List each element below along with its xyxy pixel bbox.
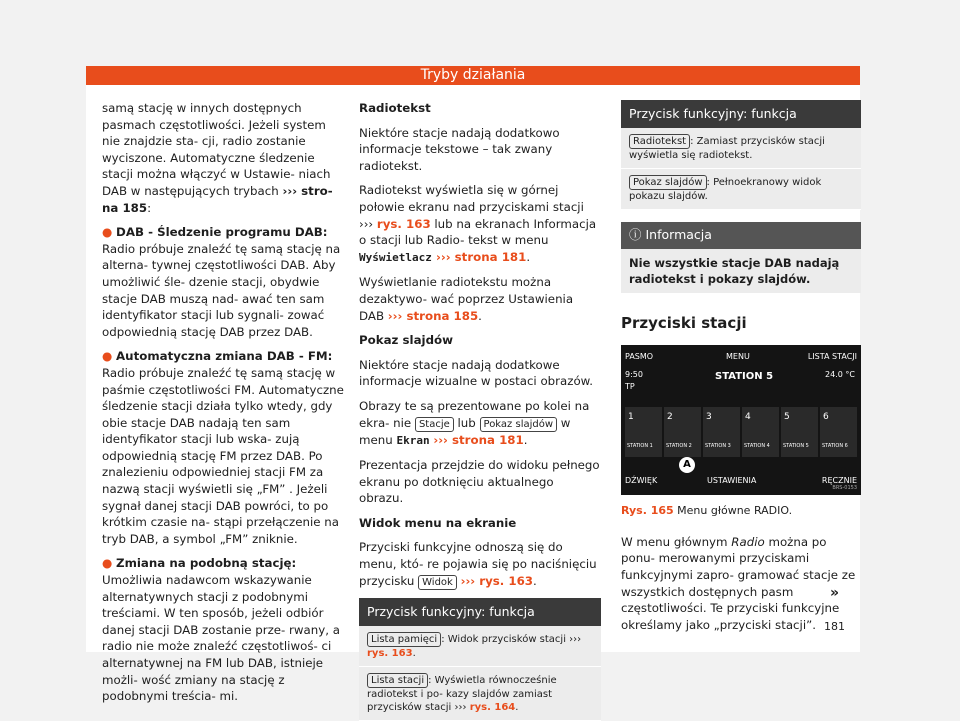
radio-pasmo: PASMO [625, 352, 654, 362]
text: Radiotekst wyświetla się w górnej połowie ekranu nad przyciskami stacji ››› [359, 183, 584, 231]
table-row [621, 128, 861, 169]
table-title: Przycisk funkcyjny: funkcja [359, 598, 601, 626]
bullet-title: DAB - Śledzenie programu DAB: [116, 225, 328, 240]
info-text: Nie wszystkie stacje DAB nadają radiotekst i pokazy slajdów. [621, 249, 861, 293]
radio-lista: LISTA STACJI [807, 352, 857, 362]
page-number: 181 [824, 620, 845, 633]
row-text: : Wyświetla równocześnie radiotekst i po- kazy slajdów zamiast przycisków stacji ››› [367, 674, 557, 713]
column-3 [621, 100, 861, 641]
paragraph: Prezentacja przejdzie do widoku pełnego ekranu po dotknięciu aktualnego obrazu. [359, 458, 600, 506]
page-reference: ››› strona 181 [433, 432, 524, 447]
key-pokaz-slajdow: Pokaz slajdów [480, 417, 558, 432]
radio-ustawienia: USTAWIENIA [707, 475, 757, 485]
text: można po ponu- merowanymi przyciskami funkcyjnymi zapro- gramować stacje ze wszystkich dostępnych pasm częstotliwości. Te przyciski funkcyjne określamy jako „przyciski stacji”. [621, 534, 856, 632]
key-label: Lista stacji [367, 673, 428, 688]
menu-name: Wyświetlacz [359, 250, 432, 264]
info-box [621, 222, 861, 293]
text-emphasis: Radio [731, 534, 765, 549]
row-text: : Zamiast przycisków stacji wyświetla się radiotekst. [629, 136, 825, 161]
station-button-number: 4 [745, 412, 751, 423]
text: w menu [359, 415, 571, 447]
radio-dzwiek: DŹWIĘK [625, 475, 658, 485]
radio-station: STATION 5 [715, 371, 774, 383]
station-button-label: STATION 4 [744, 442, 770, 449]
info-title: Informacja [645, 227, 712, 242]
row-text: : Pełnoekranowy widok pokazu slajdów. [629, 177, 822, 202]
radio-time: 9:50 [625, 370, 643, 380]
station-button-label: STATION 1 [627, 442, 653, 449]
station-button [625, 407, 662, 457]
bullet-title: Automatyczna zmiana DAB - FM: [116, 349, 333, 364]
column-1: samą stację w innych dostępnych pasmach częstotliwości. Jeżeli system nie znajdzie sta- cji, radio zostanie wyciszone. Automatyczne śledzenie stacji można włączyć w Ustawie- niach DAB w następujących trybach ››› stro- na 185: ● DAB - Śledzenie programu DAB: Radio próbuje znaleźć tę samą stację na alterna- tywnej częstotliwości DAB. Aby umożliwić śle- dzenie stacji, obydwie stacje DAB muszą nad- awać ten sam identyfikator stacji lub sygnali- zować odpowiednią stację DAB przez DAB. ● Automatyczna zmiana DAB - FM: Radio próbuje znaleźć tę samą stację w paśmie częstotliwości FM. Automatyczne śledzenie stacji działa tylko wtedy, gdy obie stacje DAB nadają ten sam identyfikator stacji lub wska- zują odpowiednią stację FM przez DAB. Po znalezieniu odpowiedniej stacji FM za nazwą stacji wyświetli się „FM” . Jeżeli sygnał danej stacji DAB powróci, to po krótkim czasie na- stąpi przełączenie na tryb DAB, a symbol „FM” zniknie. ● Zmiana na podobną stację: Umożliwia nadawcom wskazywanie alternatywnych stacji z podobnymi treściami. W ten sposób, jeżeli odbiór danej stacji DAB zostanie prze- rwany, a radio nie może znaleźć częstotliwoś- ci alternatywnej na FM lub DAB, istnieje możli- wość zmiany na stację z podobnymi treścia- mi. [102, 101, 344, 704]
station-button-number: 1 [628, 412, 634, 423]
station-button-number: 6 [823, 412, 829, 423]
radio-temp: 24.0 °C [825, 370, 855, 380]
radio-menu: MENU [726, 352, 750, 362]
figure-reference: rys. 163 [367, 647, 413, 659]
radio-tp: TP [625, 382, 635, 392]
station-button-label: STATION 5 [783, 442, 809, 449]
key-widok: Widok [418, 575, 457, 590]
function-key-table [621, 100, 861, 210]
figure-caption: Menu główne RADIO. [677, 504, 793, 518]
marker-a: A [679, 457, 695, 473]
info-icon: ⓘ [629, 227, 642, 242]
text: W menu głównym [621, 534, 732, 549]
key-label: Lista pamięci [367, 632, 441, 647]
station-button [781, 407, 818, 457]
station-button [742, 407, 779, 457]
table-row [621, 169, 861, 210]
bullet-text: Umożliwia nadawcom wskazywanie alternatywnych stacji z podobnymi treściami. W ten sposób, jeżeli odbiór danej stacji DAB zostanie prze- rwany, a radio nie może znaleźć częstotliwoś- ci alternatywnej na FM lub DAB, istnieje możli- wość zmiany na stację z podobnymi treścia- mi. [102, 573, 340, 704]
key-label: Radiotekst [629, 134, 690, 149]
station-button [820, 407, 857, 457]
text: lub na ekranach Informacja o stacji lub Radio- tekst w menu [359, 216, 597, 248]
table-row: Lista pamięci : Widok przycisków stacji ››› rys. 163. [359, 626, 601, 667]
station-button-number: 3 [706, 412, 712, 423]
row-text: : Widok przycisków stacji ››› [441, 633, 582, 645]
figure-number: Rys. 165 [621, 504, 674, 518]
page-reference: ››› strona 181 [431, 249, 527, 264]
bullet-text: Radio próbuje znaleźć tę samą stację na alterna- tywnej częstotliwości DAB. Aby umożliwić śle- dzenie stacji, obydwie stacje DAB muszą nad- awać ten sam identyfikator stacji lub sygnali- zować odpowiednią stację DAB przez DAB. [102, 241, 341, 339]
table-row: Lista stacji : Wyświetla równocześnie radiotekst i po- kazy slajdów zamiast przycisków stacji ››› rys. 164. [359, 667, 601, 721]
key-label: Pokaz slajdów [629, 175, 707, 190]
section-title: Przyciski stacji [621, 313, 747, 332]
text: lub [453, 415, 480, 430]
radio-screen-figure [621, 345, 861, 495]
paragraph: Niektóre stacje nadają dodatkowe informacje wizualne w postaci obrazów. [359, 357, 593, 389]
text: Wyświetlanie radiotekstu można dezaktywo- wać poprzez Ustawienia DAB [359, 275, 574, 323]
menu-name: Ekran [396, 433, 430, 447]
page-reference: ››› stro- na 185 [102, 183, 333, 215]
text: Obrazy te są prezentowane po kolei na ekra- nie [359, 398, 590, 430]
column-2: Radiotekst Niektóre stacje nadają dodatkowo informacje tekstowe – tak zwany radiotekst. Radiotekst wyświetla się w górnej połowie ekranu nad przyciskami stacji ››› rys. 163 lub na ekranach Informacja o stacji lub Radio- tekst w menu Wyświetlacz ››› strona 181. Wyświetlanie radiotekstu można dezaktywo- wać poprzez Ustawienia DAB ››› strona 185. Pokaz slajdów Niektóre stacje nadają dodatkowe informacje wizualne w postaci obrazów. Obrazy te są prezentowane po kolei na ekra- nie Stacje lub Pokaz slajdów w menu Ekran ››› strona 181. Prezentacja przejdzie do widoku pełnego ekranu po dotknięciu aktualnego obrazu. Widok menu na ekranie Przyciski funkcyjne odnoszą się do menu, któ- re pojawia się po naciśnięciu przycisku Widok ››› rys. 163. Przycisk funkcyjny: funkcja Lista pamięci : Widok przycisków stacji ››› rys. 163. Lista stacji : Wyświetla równocześnie radiotekst i po- kazy slajdów zamiast przycisków stacji ››› rys. 164. [359, 100, 601, 721]
station-button-number: 5 [784, 412, 790, 423]
function-key-table [359, 598, 601, 721]
station-button [664, 407, 701, 457]
key-stacje: Stacje [415, 417, 454, 432]
bullet-text: Radio próbuje znaleźć tę samą stację w paśmie częstotliwości FM. Automatyczne śledzenie stacji działa tylko wtedy, gdy obie stacje DAB nadają ten sam identyfikator stacji lub wska- zują odpowiednią stację FM przez DAB. Po znalezieniu odpowiedniej stacji FM za nazwą stacji wyświetli się „FM” . Jeżeli sygnał danej stacji DAB powróci, to po krótkim czasie na- stąpi przełączenie na tryb DAB, a symbol „FM” zniknie. [102, 365, 344, 546]
text: Przyciski funkcyjne odnoszą się do menu, któ- re pojawia się po naciśnięciu przycisku [359, 540, 597, 588]
heading-menu-view: Widok menu na ekranie [359, 515, 517, 530]
station-button-label: STATION 3 [705, 442, 731, 449]
station-button-label: STATION 6 [822, 442, 848, 449]
bullet-title: Zmiana na podobną stację: [116, 556, 297, 571]
station-button-label: STATION 2 [666, 442, 692, 449]
figure-reference: ››› rys. 163 [460, 573, 534, 588]
table-title: Przycisk funkcyjny: funkcja [621, 100, 861, 128]
heading-radiotekst: Radiotekst [359, 101, 431, 115]
section-header: Tryby działania [86, 66, 860, 85]
radio-recznie: RĘCZNIE [821, 475, 857, 485]
figure-code: BRS-0153 [832, 484, 857, 491]
figure-reference: rys. 163 [376, 216, 431, 231]
paragraph: Niektóre stacje nadają dodatkowo informacje tekstowe – tak zwany radiotekst. [359, 125, 560, 173]
paragraph: samą stację w innych dostępnych pasmach częstotliwości. Jeżeli system nie znajdzie sta- cji, radio zostanie wyciszone. Automatyczne śledzenie stacji można włączyć w Ustawie- niach DAB w następujących trybach [102, 101, 331, 198]
heading-slideshow: Pokaz slajdów [359, 333, 454, 348]
station-button [703, 407, 740, 457]
continue-mark: » [830, 585, 840, 601]
page-reference: ››› strona 185 [387, 308, 479, 323]
figure-reference: rys. 164 [469, 701, 516, 713]
station-button-number: 2 [667, 412, 673, 423]
